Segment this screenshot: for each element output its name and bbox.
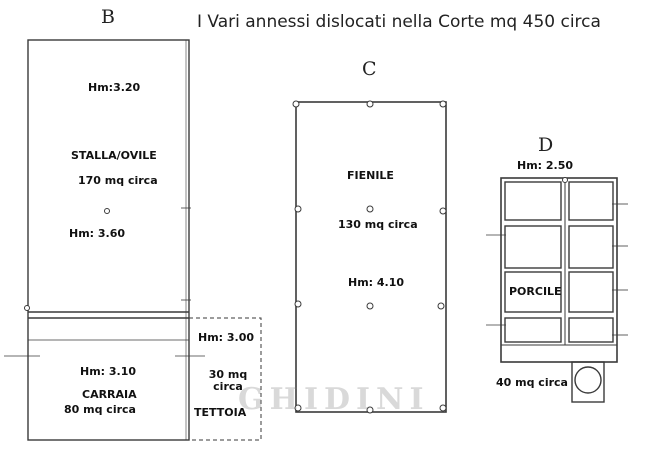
pillar-marker: [295, 206, 301, 212]
pig-pen-cell: [569, 182, 613, 220]
carraia-area: 80 mq circa: [64, 403, 136, 416]
pillar-marker: [367, 101, 373, 107]
building-b-outline: [28, 40, 189, 440]
porcile-area: 40 mq circa: [496, 376, 568, 389]
stalla-height-mid: Hm: 3.60: [69, 227, 126, 240]
pillar-marker: [25, 306, 30, 311]
pillar-marker: [295, 301, 301, 307]
building-c-label: C: [362, 58, 377, 80]
stalla-height-top: Hm:3.20: [88, 81, 141, 94]
pig-pen-cell: [569, 318, 613, 342]
stalla-name: STALLA/OVILE: [71, 149, 157, 162]
pillar-marker: [440, 101, 446, 107]
pillar-marker: [440, 405, 446, 411]
pillar-marker: [105, 209, 110, 214]
diagram-title: I Vari annessi dislocati nella Corte mq 450 circa: [197, 12, 601, 32]
porcile-name: PORCILE: [509, 285, 562, 298]
stalla-area: 170 mq circa: [78, 174, 158, 187]
building-d-outline: [501, 178, 617, 362]
pig-pen-cell: [569, 272, 613, 312]
pig-pen-cell: [505, 318, 561, 342]
annex-outline: [572, 362, 604, 402]
pillar-marker: [438, 303, 444, 309]
pillar-marker: [563, 178, 568, 183]
pillar-marker: [440, 208, 446, 214]
building-c-outline: [296, 102, 446, 412]
pillar-marker: [293, 101, 299, 107]
building-b-label: B: [101, 6, 115, 28]
watermark: GHIDINI: [238, 382, 430, 417]
well-symbol: [575, 367, 601, 393]
fienile-name: FIENILE: [347, 169, 394, 182]
pig-pen-cell: [505, 226, 561, 268]
fienile-area: 130 mq circa: [338, 218, 418, 231]
pillar-marker: [367, 303, 373, 309]
porcile-height: Hm: 2.50: [517, 159, 574, 172]
tettoia-height: Hm: 3.00: [198, 331, 255, 344]
carraia-name: CARRAIA: [82, 388, 137, 401]
tettoia-name: TETTOIA: [194, 406, 247, 419]
pig-pen-cell: [569, 226, 613, 268]
tettoia-area: 30 mq circa: [208, 368, 248, 393]
pillar-marker: [367, 206, 373, 212]
fienile-height: Hm: 4.10: [348, 276, 405, 289]
pig-pen-cell: [505, 182, 561, 220]
building-d-label: D: [538, 134, 554, 156]
carraia-height: Hm: 3.10: [80, 365, 137, 378]
